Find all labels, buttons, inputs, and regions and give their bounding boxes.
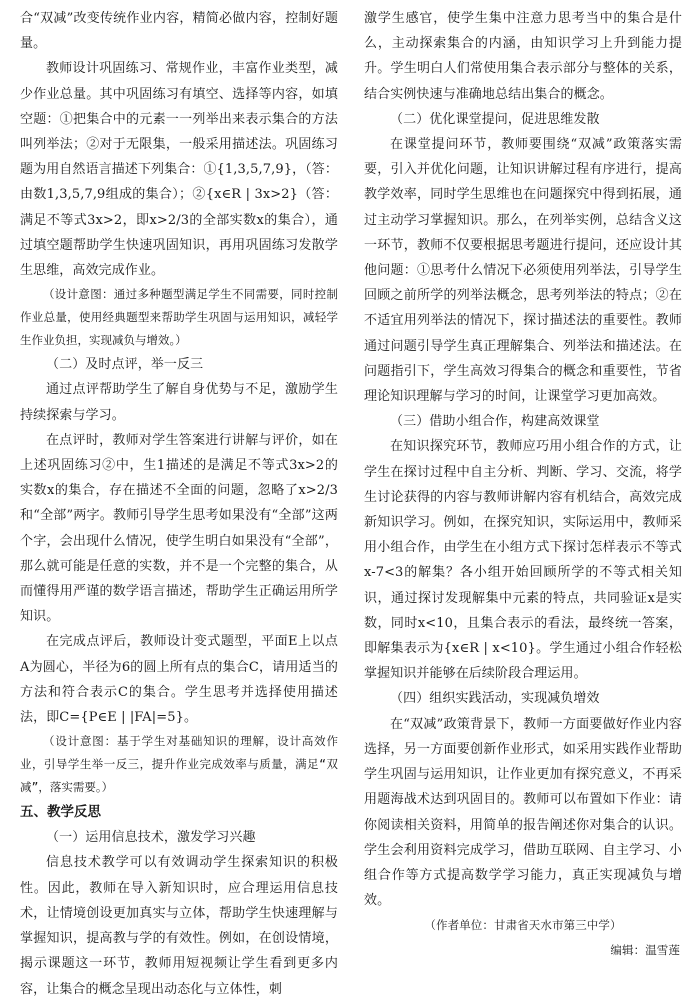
- subheading-practice-activities: （四）组织实践活动，实现减负增效: [390, 691, 600, 707]
- subheading-timely-review: （二）及时点评，举一反三: [46, 357, 204, 373]
- right-column: [364, 6, 682, 1002]
- paragraph-continued: 激学生感官，使学生集中注意力思考当中的集合是什么，主动探索集合的内涵，由知识学习上升到能力提升。学生明白人们常使用集合表示部分与整体的关系，结合实例快速与准确地总结出集合的概念。: [364, 11, 682, 102]
- paragraph-practice-activities: 在“双减”政策背景下，教师一方面要做好作业内容选择，另一方面要创新作业形式，如采用实践作业帮助学生巩固与运用知识，让作业更加有探究意义，不再采用题海战术达到巩固目的。教师可以布置如下作业：请你阅读相关资料，用简单的报告阐述你对集合的认识。学生会利用资料完成学习，借助互联网、自主学习、小组合作等方式提高数学学习能力，真正实现减负与增效。: [364, 716, 682, 909]
- two-column-layout: [20, 6, 682, 1002]
- author-affiliation: （作者单位：甘肃省天水市第三中学）: [424, 918, 622, 933]
- section-heading-teaching-reflection: 五、教学反思: [20, 804, 101, 821]
- paragraph-review-purpose: 通过点评帮助学生了解自身优势与不足，激励学生持续探索与学习。: [20, 382, 338, 423]
- subheading-optimize-questioning: （二）优化课堂提问，促进思维发散: [390, 111, 600, 127]
- design-intent-note: （设计意图：通过多种题型满足学生不同需要，同时控制作业总量，使用经典题型来帮助学生巩固与运用知识，减轻学生作业负担，实现减负与增效。）: [20, 287, 338, 348]
- paragraph-continued: 合“双减”改变传统作业内容，精简必做内容，控制好题量。: [20, 11, 338, 52]
- editor-credit: 编辑：温雪莲: [610, 943, 680, 958]
- paragraph-review-example: 在点评时，教师对学生答案进行讲解与评价，如在上述巩固练习②中，生1描述的是满足不等式3x>2的实数x的集合，存在描述不全面的问题，忽略了x>2/3和“全部”两字。教师引导学生思考如果没有“全部”这两个字，会出现什么情况，使学生明白如果没有“全部”，那么就可能是任意的实数，并不是一个完整的集合，从而懂得用严谨的数学语言描述，帮助学生正确运用所学知识。: [20, 432, 338, 625]
- subheading-information-technology: （一）运用信息技术，激发学习兴趣: [46, 830, 256, 846]
- paragraph-consolidation-exercise: 教师设计巩固练习、常规作业，丰富作业类型，减少作业总量。其中巩固练习有填空、选择等内容，如填空题：①把集合中的元素一一列举出来表示集合的方法叫列举法；②对于无限集，一般采用描述法。巩固练习题为用自然语言描述下列集合：①{1,3,5,7,9}，（答：由数1,3,5,7,9组成的集合）；②{x∈R | 3x>2}（答：满足不等式3x>2，即x>2/3的全部实数x的集合），通过填空题帮助学生快速巩固知识，再用巩固练习发散学生思维，高效完成作业。: [20, 61, 338, 279]
- left-column: [20, 6, 338, 1002]
- paragraph-group-cooperation: 在知识探究环节，教师应巧用小组合作的方式，让学生在探讨过程中自主分析、判断、学习、交流，将学生讨论获得的内容与教师讲解内容有机结合，高效完成新知识学习。例如，在探究知识，实际运用中，教师采用小组合作，由学生在小组方式下探讨怎样表示不等式x-7<3的解集？各小组开始回顾所学的不等式相关知识，通过探讨发现解集中元素的特点，共同验证x是实数，同时x<10，且集合表示的看法，最终统一答案，即解集表示为{x∈R | x<10}。学生通过小组合作轻松掌握知识并能够在后续阶段合理运用。: [364, 439, 682, 682]
- subheading-group-cooperation: （三）借助小组合作，构建高效课堂: [390, 414, 600, 430]
- design-intent-note: （设计意图：基于学生对基础知识的理解，设计高效作业，引导学生举一反三，提升作业完成效率与质量，满足“双减”，落实需要。）: [20, 734, 338, 795]
- paragraph-questioning: 在课堂提问环节，教师要围绕“双减”政策落实需要，引入并优化问题，让知识讲解过程有序进行，提高教学效率，同时学生思维也在问题探究中得到拓展，通过主动学习掌握知识。那么，在列举实例，总结含义这一环节，教师不仅要根据思考题进行提问，还应设计其他问题：①思考什么情况下必须使用列举法，引导学生回顾之前所学的列举法概念，思考列举法的特点；②在不适宜用列举法的情况下，探讨描述法的重要性。教师通过问题引导学生真正理解集合、列举法和描述法。在问题指引下，学生高效习得集合的概念和重要性，节省理论知识理解与学习的时间，让课堂学习更加高效。: [364, 137, 682, 405]
- paragraph-information-technology: 信息技术教学可以有效调动学生探索知识的积极性。因此，教师在导入新知识时，应合理运用信息技术，让情境创设更加真实与立体，帮助学生快速理解与掌握知识，提高教与学的有效性。例如，在创设情境，揭示课题这一环节，教师用短视频让学生看到更多内容，让集合的概念呈现出动态化与立体性，刺: [20, 855, 338, 997]
- paragraph-variant-question: 在完成点评后，教师设计变式题型，平面E上以点A为圆心，半径为6的圆上所有点的集合C，请用适当的方法和符合表示C的集合。学生思考并选择使用描述法，即C={P∈E | |FA|=5}。: [20, 634, 338, 726]
